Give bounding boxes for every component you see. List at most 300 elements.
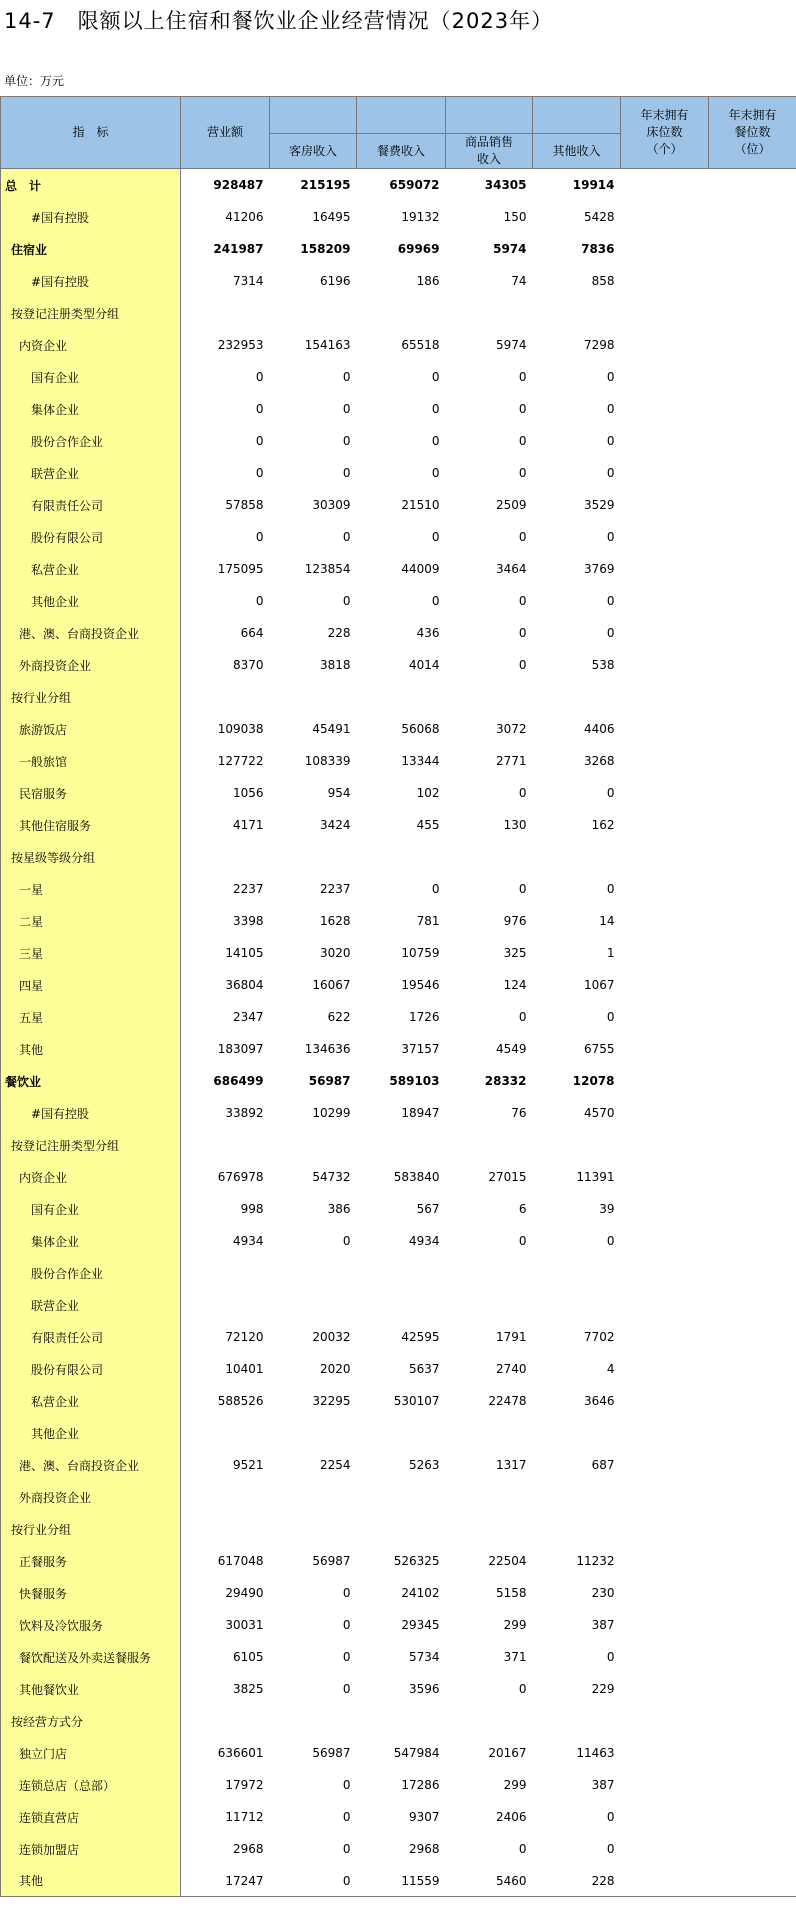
room-cell: 30309 [312, 498, 351, 512]
header-seats-line3: （位） [734, 142, 771, 156]
goods-cell: 124 [503, 978, 527, 992]
goods-cell: 0 [518, 626, 527, 640]
meal-cell: 19546 [401, 978, 440, 992]
room-cell: 0 [342, 1234, 351, 1248]
seats-cell [709, 457, 796, 489]
row-label: #国有控股 [1, 201, 181, 233]
table-body [1, 169, 796, 1897]
revenue-cell: 0 [255, 530, 264, 544]
beds-cell [621, 1129, 709, 1161]
meal-cell: 65518 [401, 338, 440, 352]
beds-cell [621, 1065, 709, 1097]
beds-cell [621, 1769, 709, 1801]
revenue-cell [181, 1129, 270, 1161]
revenue-cell: 11712 [225, 1810, 264, 1824]
beds-cell [621, 841, 709, 873]
meal-cell: 102 [416, 786, 440, 800]
other-cell [533, 297, 621, 329]
room-cell: 2020 [319, 1362, 351, 1376]
meal-cell: 13344 [401, 754, 440, 768]
meal-cell: 526325 [393, 1554, 440, 1568]
row-label: 餐饮配送及外卖送餐服务 [1, 1641, 181, 1673]
beds-cell [621, 649, 709, 681]
row-label: 一般旅馆 [1, 745, 181, 777]
header-beds-line3: （个） [646, 142, 683, 156]
goods-cell: 150 [503, 210, 527, 224]
beds-cell [621, 1449, 709, 1481]
room-cell: 0 [342, 1586, 351, 1600]
row-label: 股份合作企业 [1, 1257, 181, 1289]
goods-cell: 0 [518, 594, 527, 608]
other-cell: 0 [606, 402, 615, 416]
meal-cell: 4014 [408, 658, 440, 672]
table-row [1, 521, 796, 553]
goods-cell: 2406 [495, 1810, 527, 1824]
seats-cell [709, 873, 796, 905]
other-cell: 0 [606, 434, 615, 448]
header-goods [446, 134, 533, 169]
revenue-cell: 617048 [217, 1554, 264, 1568]
seats-cell [709, 1033, 796, 1065]
goods-cell: 0 [518, 882, 527, 896]
meal-cell: 17286 [401, 1778, 440, 1792]
table-row [1, 425, 796, 457]
goods-cell: 2740 [495, 1362, 527, 1376]
row-label: 股份合作企业 [1, 425, 181, 457]
seats-cell [709, 329, 796, 361]
seats-cell [709, 169, 796, 202]
other-cell: 0 [606, 786, 615, 800]
beds-cell [621, 1481, 709, 1513]
revenue-cell: 686499 [213, 1074, 264, 1088]
other-cell: 0 [606, 466, 615, 480]
other-cell: 7702 [583, 1330, 615, 1344]
row-label: 连锁加盟店 [1, 1833, 181, 1865]
table-row [1, 873, 796, 905]
seats-cell [709, 585, 796, 617]
seats-cell [709, 1449, 796, 1481]
revenue-cell: 2968 [232, 1842, 264, 1856]
goods-cell [446, 1129, 533, 1161]
row-label: 四星 [1, 969, 181, 1001]
seats-cell [709, 1513, 796, 1545]
room-cell: 108339 [304, 754, 351, 768]
meal-cell: 0 [431, 594, 440, 608]
revenue-cell [181, 1705, 270, 1737]
table-row [1, 841, 796, 873]
seats-cell [709, 1577, 796, 1609]
seats-cell [709, 1385, 796, 1417]
seats-cell [709, 1865, 796, 1897]
other-cell: 162 [591, 818, 615, 832]
beds-cell [621, 1033, 709, 1065]
beds-cell [621, 873, 709, 905]
revenue-cell: 6105 [232, 1650, 264, 1664]
header-indicator: 指 标 [1, 97, 181, 169]
room-cell: 0 [342, 530, 351, 544]
table-row [1, 1737, 796, 1769]
row-label: 内资企业 [1, 329, 181, 361]
seats-cell [709, 1641, 796, 1673]
revenue-cell: 127722 [217, 754, 264, 768]
row-label: 按星级等级分组 [1, 841, 181, 873]
goods-cell: 0 [518, 786, 527, 800]
other-cell [533, 1481, 621, 1513]
beds-cell [621, 1865, 709, 1897]
room-cell: 0 [270, 1865, 357, 1897]
meal-cell: 781 [416, 914, 440, 928]
seats-cell [709, 233, 796, 265]
other-cell: 0 [606, 1810, 615, 1824]
other-cell: 0 [606, 1842, 615, 1856]
beds-cell [621, 1289, 709, 1321]
table-row [1, 905, 796, 937]
row-label: 联营企业 [1, 457, 181, 489]
revenue-cell [181, 1513, 270, 1545]
seats-cell [709, 1769, 796, 1801]
beds-cell [621, 1833, 709, 1865]
header-spacer [533, 97, 621, 134]
revenue-cell: 4171 [232, 818, 264, 832]
revenue-cell: 109038 [217, 722, 264, 736]
room-cell: 0 [342, 466, 351, 480]
revenue-cell: 928487 [213, 178, 264, 192]
meal-cell: 455 [416, 818, 440, 832]
table-row [1, 1161, 796, 1193]
seats-cell [709, 1225, 796, 1257]
room-cell: 1628 [319, 914, 351, 928]
beds-cell [621, 1353, 709, 1385]
revenue-cell: 175095 [217, 562, 264, 576]
table-row [1, 1001, 796, 1033]
seats-cell [709, 1545, 796, 1577]
revenue-cell: 57858 [225, 498, 264, 512]
beds-cell [621, 1513, 709, 1545]
goods-cell: 5974 [495, 338, 527, 352]
header-beds-line1: 年末拥有 [640, 108, 689, 122]
beds-cell [621, 1321, 709, 1353]
unit-label: 单位：万元 [4, 74, 65, 88]
meal-cell: 2968 [408, 1842, 440, 1856]
other-cell: 4570 [583, 1106, 615, 1120]
meal-cell: 19132 [401, 210, 440, 224]
goods-cell: 4549 [495, 1042, 527, 1056]
seats-cell [709, 1833, 796, 1865]
row-label: 独立门店 [1, 1737, 181, 1769]
row-label: 有限责任公司 [1, 489, 181, 521]
table-row [1, 553, 796, 585]
other-cell: 230 [591, 1586, 615, 1600]
goods-cell: 27015 [488, 1170, 527, 1184]
beds-cell [621, 521, 709, 553]
beds-cell [621, 233, 709, 265]
seats-cell [709, 969, 796, 1001]
room-cell: 3424 [319, 818, 351, 832]
row-label: 其他 [1, 1033, 181, 1065]
room-cell [270, 841, 357, 873]
goods-cell: 1317 [495, 1458, 527, 1472]
row-label: 按登记注册类型分组 [1, 1129, 181, 1161]
meal-cell [357, 1513, 446, 1545]
page-title: 14-7 限额以上住宿和餐饮业企业经营情况（2023年） [4, 9, 554, 33]
other-cell: 228 [533, 1865, 621, 1897]
other-cell: 11463 [576, 1746, 615, 1760]
goods-cell: 0 [518, 530, 527, 544]
meal-cell: 0 [431, 466, 440, 480]
beds-cell [621, 169, 709, 202]
table-row [1, 937, 796, 969]
table-row [1, 1129, 796, 1161]
other-cell: 39 [599, 1202, 615, 1216]
seats-cell [709, 1801, 796, 1833]
room-cell: 0 [342, 1682, 351, 1696]
room-cell: 56987 [312, 1746, 351, 1760]
other-cell: 7836 [581, 242, 615, 256]
row-label: 连锁直营店 [1, 1801, 181, 1833]
revenue-cell: 676978 [217, 1170, 264, 1184]
row-label: 五星 [1, 1001, 181, 1033]
meal-cell [357, 1289, 446, 1321]
meal-cell: 547984 [393, 1746, 440, 1760]
room-cell [270, 1513, 357, 1545]
other-cell: 4 [606, 1362, 615, 1376]
other-cell: 1067 [583, 978, 615, 992]
room-cell [270, 1417, 357, 1449]
table-row [1, 713, 796, 745]
meal-cell: 5637 [408, 1362, 440, 1376]
room-cell: 158209 [300, 242, 351, 256]
row-label: 外商投资企业 [1, 649, 181, 681]
revenue-cell: 36804 [225, 978, 264, 992]
row-label: 按行业分组 [1, 681, 181, 713]
meal-cell: 5263 [408, 1458, 440, 1472]
beds-cell [621, 265, 709, 297]
meal-cell [357, 1481, 446, 1513]
header-revenue: 营业额 [181, 97, 270, 169]
beds-cell [621, 1385, 709, 1417]
meal-cell [357, 1417, 446, 1449]
room-cell: 0 [342, 402, 351, 416]
revenue-cell [181, 1257, 270, 1289]
room-cell [270, 1705, 357, 1737]
meal-cell: 29345 [401, 1618, 440, 1632]
other-cell [533, 1705, 621, 1737]
goods-cell: 74 [511, 274, 527, 288]
row-label: 住宿业 [1, 233, 181, 265]
goods-cell: 0 [518, 1682, 527, 1696]
beds-cell [621, 425, 709, 457]
seats-cell [709, 265, 796, 297]
beds-cell [621, 553, 709, 585]
room-cell: 32295 [312, 1394, 351, 1408]
room-cell: 10299 [312, 1106, 351, 1120]
beds-cell [621, 1257, 709, 1289]
seats-cell [709, 937, 796, 969]
beds-cell [621, 585, 709, 617]
seats-cell [709, 1097, 796, 1129]
meal-cell: 9307 [408, 1810, 440, 1824]
table-row [1, 361, 796, 393]
meal-cell [357, 841, 446, 873]
revenue-cell: 30031 [225, 1618, 264, 1632]
goods-cell: 76 [511, 1106, 527, 1120]
table-row [1, 169, 796, 202]
seats-cell [709, 1193, 796, 1225]
goods-cell [446, 841, 533, 873]
goods-cell: 0 [518, 658, 527, 672]
goods-cell: 325 [503, 946, 527, 960]
other-cell: 3529 [583, 498, 615, 512]
row-label: 总 计 [1, 169, 181, 202]
row-label: 港、澳、台商投资企业 [1, 1449, 181, 1481]
table-row [1, 1545, 796, 1577]
row-label: 集体企业 [1, 1225, 181, 1257]
room-cell: 3020 [319, 946, 351, 960]
table-row [1, 1641, 796, 1673]
goods-cell: 0 [518, 434, 527, 448]
meal-cell: 0 [431, 402, 440, 416]
revenue-cell: 3398 [232, 914, 264, 928]
revenue-cell [181, 1289, 270, 1321]
room-cell: 0 [342, 1650, 351, 1664]
seats-cell [709, 201, 796, 233]
meal-cell: 5734 [408, 1650, 440, 1664]
room-cell: 0 [342, 1842, 351, 1856]
meal-cell: 11559 [357, 1865, 446, 1897]
meal-cell: 186 [416, 274, 440, 288]
beds-cell [621, 905, 709, 937]
meal-cell: 0 [431, 882, 440, 896]
row-label: 连锁总店（总部） [1, 1769, 181, 1801]
row-label: 三星 [1, 937, 181, 969]
header-room: 客房收入 [270, 134, 357, 169]
row-label: 快餐服务 [1, 1577, 181, 1609]
room-cell [270, 681, 357, 713]
beds-cell [621, 1801, 709, 1833]
revenue-cell: 10401 [225, 1362, 264, 1376]
meal-cell: 10759 [401, 946, 440, 960]
room-cell: 228 [327, 626, 351, 640]
other-cell: 3769 [583, 562, 615, 576]
other-cell: 7298 [583, 338, 615, 352]
revenue-cell: 0 [255, 594, 264, 608]
row-label: 正餐服务 [1, 1545, 181, 1577]
goods-cell: 5158 [495, 1586, 527, 1600]
table-row [1, 617, 796, 649]
beds-cell [621, 489, 709, 521]
goods-cell: 34305 [484, 178, 527, 192]
revenue-cell: 0 [255, 434, 264, 448]
table-row [1, 1481, 796, 1513]
room-cell: 6196 [319, 274, 351, 288]
beds-cell [621, 1097, 709, 1129]
seats-cell [709, 1481, 796, 1513]
room-cell: 622 [327, 1010, 351, 1024]
room-cell: 0 [342, 1618, 351, 1632]
table-row [1, 681, 796, 713]
revenue-cell [181, 681, 270, 713]
goods-cell: 5460 [446, 1865, 533, 1897]
table-row [1, 1321, 796, 1353]
beds-cell [621, 329, 709, 361]
beds-cell [621, 297, 709, 329]
other-cell: 12078 [572, 1074, 615, 1088]
revenue-cell: 7314 [232, 274, 264, 288]
table-row [1, 1609, 796, 1641]
seats-cell [709, 1417, 796, 1449]
header-goods-line1: 商品销售 [464, 135, 513, 149]
revenue-cell: 41206 [225, 210, 264, 224]
row-label: 其他企业 [1, 585, 181, 617]
seats-cell [709, 1705, 796, 1737]
goods-cell [446, 1513, 533, 1545]
header-seats [709, 97, 796, 169]
revenue-cell: 636601 [217, 1746, 264, 1760]
revenue-cell: 33892 [225, 1106, 264, 1120]
row-label: 股份有限公司 [1, 1353, 181, 1385]
goods-cell: 976 [503, 914, 527, 928]
meal-cell: 21510 [401, 498, 440, 512]
other-cell: 5428 [583, 210, 615, 224]
revenue-cell: 29490 [225, 1586, 264, 1600]
meal-cell: 530107 [393, 1394, 440, 1408]
table-row [1, 1449, 796, 1481]
other-cell: 858 [591, 274, 615, 288]
revenue-cell: 588526 [217, 1394, 264, 1408]
revenue-cell: 183097 [217, 1042, 264, 1056]
header-goods-line2: 收入 [476, 152, 501, 166]
room-cell [270, 297, 357, 329]
goods-cell: 2509 [495, 498, 527, 512]
seats-cell [709, 1001, 796, 1033]
table-row [1, 233, 796, 265]
room-cell: 954 [327, 786, 351, 800]
beds-cell [621, 1609, 709, 1641]
goods-cell: 130 [503, 818, 527, 832]
revenue-cell [181, 1417, 270, 1449]
row-label: 私营企业 [1, 553, 181, 585]
other-cell: 687 [591, 1458, 615, 1472]
goods-cell: 371 [503, 1650, 527, 1664]
table-row [1, 1353, 796, 1385]
other-cell: 19914 [572, 178, 615, 192]
goods-cell: 299 [503, 1778, 527, 1792]
beds-cell [621, 1161, 709, 1193]
beds-cell [621, 713, 709, 745]
table-row [1, 201, 796, 233]
room-cell: 0 [342, 594, 351, 608]
room-cell: 2237 [319, 882, 351, 896]
row-label: 内资企业 [1, 1161, 181, 1193]
room-cell: 0 [342, 1810, 351, 1824]
row-label: 二星 [1, 905, 181, 937]
other-cell: 0 [606, 882, 615, 896]
table-row [1, 297, 796, 329]
seats-cell [709, 809, 796, 841]
room-cell [270, 1289, 357, 1321]
seats-cell [709, 425, 796, 457]
revenue-cell: 998 [240, 1202, 264, 1216]
row-label: 港、澳、台商投资企业 [1, 617, 181, 649]
meal-cell: 589103 [389, 1074, 440, 1088]
other-cell: 3646 [583, 1394, 615, 1408]
row-label: 联营企业 [1, 1289, 181, 1321]
other-cell: 229 [591, 1682, 615, 1696]
other-cell: 11391 [576, 1170, 615, 1184]
row-label: #国有控股 [1, 1097, 181, 1129]
goods-cell: 299 [503, 1618, 527, 1632]
other-cell: 1 [606, 946, 615, 960]
